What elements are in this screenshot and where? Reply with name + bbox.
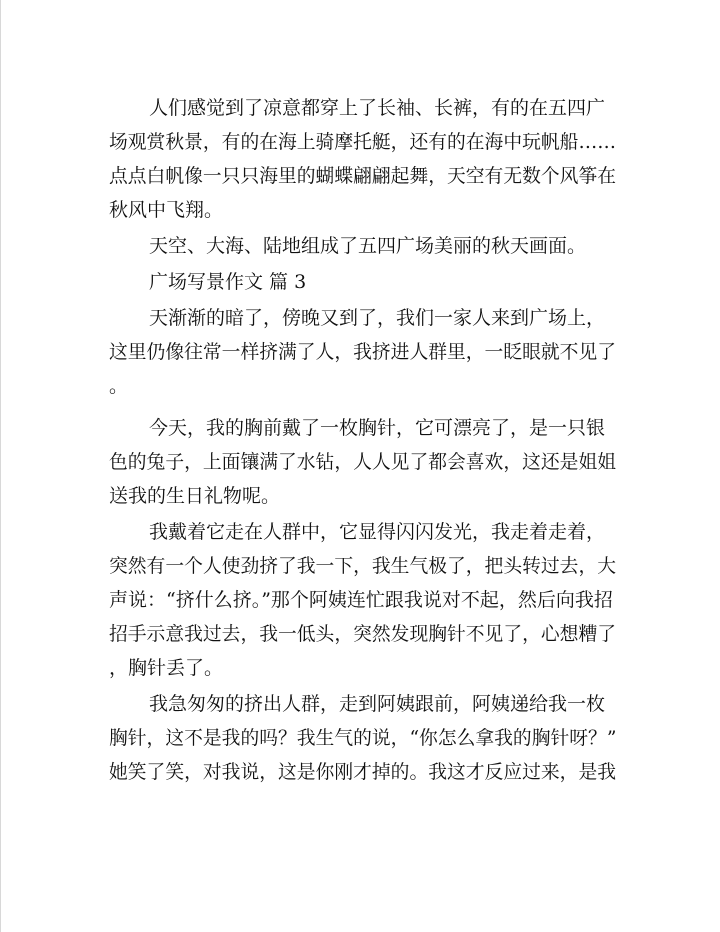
text-line: 今天，我的胸前戴了一枚胸针，它可漂亮了，是一只银 xyxy=(149,417,606,439)
section-heading: 广场写景作文 篇 3 xyxy=(149,271,307,293)
text-line: 我戴着它走在人群中，它显得闪闪发光，我走着走着， xyxy=(149,521,606,543)
text-line: 胸针，这不是我的吗？我生气的说，“你怎么拿我的胸针呀？” xyxy=(109,727,617,749)
text-line: 送我的生日礼物呢。 xyxy=(109,485,281,507)
text-line: 秋风中飞翔。 xyxy=(109,199,224,221)
text-line: ，胸针丢了。 xyxy=(109,657,224,679)
text-line: 点点白帆像一只只海里的蝴蝶翩翩起舞，天空有无数个风筝在 xyxy=(109,165,617,187)
text-line: 天渐渐的暗了，傍晚又到了，我们一家人来到广场上， xyxy=(149,307,606,329)
text-line: 天空、大海、陆地组成了五四广场美丽的秋天画面。 xyxy=(149,235,587,257)
text-line: 场观赏秋景，有的在海上骑摩托艇，还有的在海中玩帆船…… xyxy=(109,131,617,153)
text-line: 突然有一个人使劲挤了我一下，我生气极了，把头转过去，大 xyxy=(109,555,617,577)
text-line: 我急匆匆的挤出人群，走到阿姨跟前，阿姨递给我一枚 xyxy=(149,693,606,715)
text-line: 色的兔子，上面镶满了水钻，人人见了都会喜欢，这还是姐姐 xyxy=(109,451,617,473)
text-line: 。 xyxy=(109,375,129,397)
text-line: 这里仍像往常一样挤满了人，我挤进人群里，一眨眼就不见了 xyxy=(109,341,617,363)
text-line: 她笑了笑，对我说，这是你刚才掉的。我这才反应过来，是我 xyxy=(109,761,617,783)
text-line: 招手示意我过去，我一低头，突然发现胸针不见了，心想糟了 xyxy=(109,623,617,645)
text-line: 人们感觉到了凉意都穿上了长袖、长裤，有的在五四广 xyxy=(149,97,606,119)
text-line: 声说：“挤什么挤。”那个阿姨连忙跟我说对不起，然后向我招 xyxy=(109,589,613,611)
